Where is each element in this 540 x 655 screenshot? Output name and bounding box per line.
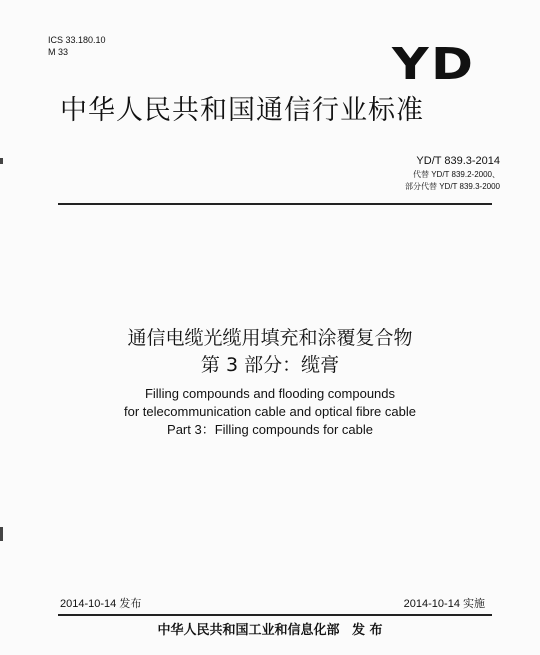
yd-logo: YD	[392, 39, 476, 90]
scan-edge-mark	[0, 158, 3, 164]
chinese-part-title: 第 3 部分：缆膏	[200, 354, 340, 376]
implementation-date: 2014-10-14 实施	[403, 598, 485, 610]
english-title-line: for telecommunication cable and optical fibre cable	[124, 404, 416, 419]
english-title	[0, 385, 540, 439]
issue-date: 2014-10-14 发布	[60, 598, 142, 610]
ccs-code: M 33	[48, 47, 69, 57]
chinese-title: 通信电缆光缆用填充和涂覆复合物	[127, 327, 413, 349]
publisher-name: 中华人民共和国工业和信息化部	[157, 623, 340, 638]
partially-replaces-line: 部分代替 YD/T 839.3-2000	[404, 182, 500, 191]
standard-code-block	[405, 153, 500, 193]
publisher-action: 发 布	[352, 623, 383, 638]
replaces-line: 代替 YD/T 839.2-2000、	[412, 170, 500, 179]
top-divider	[58, 203, 492, 205]
english-title-line: Filling compounds and flooding compounds	[144, 386, 396, 401]
standard-number: YD/T 839.3-2014	[416, 155, 500, 167]
ics-code: ICS 33.180.10	[48, 35, 106, 45]
english-part-title: Part 3：Filling compounds for cable	[167, 422, 373, 437]
bottom-divider	[58, 614, 492, 616]
standard-title: 中华人民共和国通信行业标准	[60, 95, 424, 126]
scan-edge-mark	[0, 527, 3, 541]
publisher-line	[0, 622, 540, 640]
classification-codes	[48, 34, 106, 58]
